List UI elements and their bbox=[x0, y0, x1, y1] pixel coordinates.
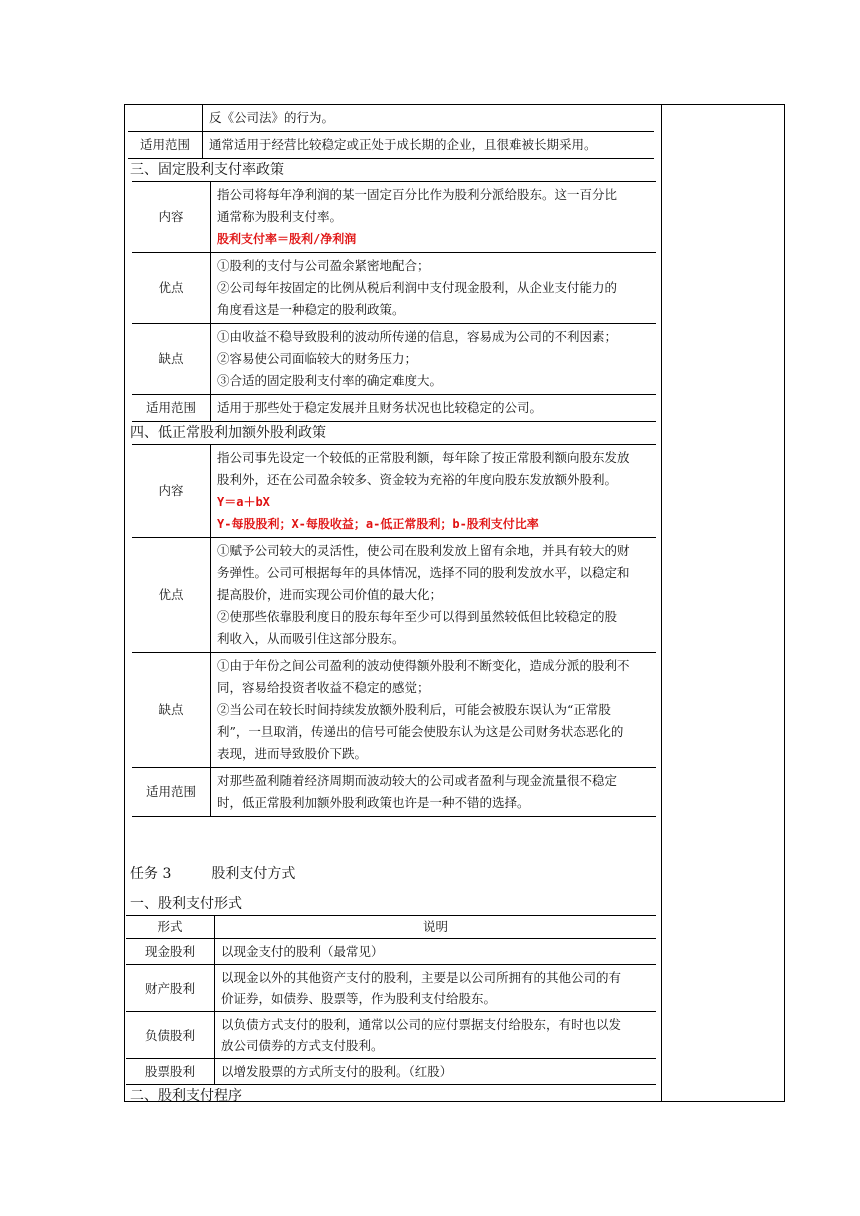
dis-line: ①由于年份之间公司盈利的波动使得额外股利不断变化，造成分派的股利不 bbox=[217, 658, 630, 673]
form-cell: 股票股利 bbox=[126, 1059, 215, 1085]
row-label: 适用范围 bbox=[128, 132, 203, 159]
desc-cell bbox=[215, 965, 657, 1012]
task-number: 任务 3 bbox=[130, 866, 172, 882]
form-cell: 负债股利 bbox=[126, 1012, 215, 1059]
desc-cell bbox=[215, 1012, 657, 1059]
desc-line: 以负债方式支付的股利，通常以公司的应付票据支付给股东，有时也以发 bbox=[221, 1017, 622, 1032]
table-row bbox=[132, 653, 656, 768]
table-row bbox=[128, 105, 654, 132]
dis-label: 缺点 bbox=[132, 653, 211, 768]
adv-label: 优点 bbox=[132, 253, 211, 324]
adv-line: 角度看这是一种稳定的股利政策。 bbox=[217, 302, 405, 317]
row-label bbox=[128, 105, 203, 132]
table-row bbox=[126, 939, 656, 965]
table-row bbox=[132, 324, 656, 395]
adv-cell bbox=[211, 538, 657, 653]
task-heading bbox=[126, 863, 656, 885]
scope-text: 适用于那些处于稳定发展并且财务状况也比较稳定的公司。 bbox=[211, 395, 657, 422]
adv-line: ①赋予公司较大的灵活性，使公司在股利发放上留有余地，并具有较大的财 bbox=[217, 543, 630, 558]
dis-line: ②当公司在较长时间持续发放额外股利后，可能会被股东误认为“正常股 bbox=[217, 702, 611, 717]
table-row bbox=[132, 445, 656, 538]
scope-cell bbox=[211, 768, 657, 817]
table-row bbox=[132, 768, 656, 817]
adv-line: ①股利的支付与公司盈余紧密地配合； bbox=[217, 258, 430, 273]
dis-label: 缺点 bbox=[132, 324, 211, 395]
subheading-forms: 一、股利支付形式 bbox=[130, 896, 242, 912]
top-table bbox=[128, 104, 654, 159]
adv-line: 利收入，从而吸引住这部分股东。 bbox=[217, 631, 405, 646]
table-row bbox=[132, 395, 656, 422]
subheading-procedure: 二、股利支付程序 bbox=[130, 1088, 242, 1104]
scope-label: 适用范围 bbox=[132, 768, 211, 817]
col-header-desc: 说明 bbox=[215, 916, 657, 939]
section-4-table bbox=[132, 444, 656, 817]
adv-line: ②公司每年按固定的比例从税后利润中支付现金股利，从企业支付能力的 bbox=[217, 280, 618, 295]
table-row bbox=[126, 965, 656, 1012]
scope-label: 适用范围 bbox=[132, 395, 211, 422]
desc-line: 以现金支付的股利（最常见） bbox=[221, 944, 384, 959]
dis-cell bbox=[211, 653, 657, 768]
content-line: 股利外，还在公司盈余较多、资金较为充裕的年度向股东发放额外股利。 bbox=[217, 472, 618, 487]
table-row bbox=[126, 1059, 656, 1085]
desc-line: 放公司债券的方式支付股利。 bbox=[221, 1038, 384, 1053]
form-cell: 财产股利 bbox=[126, 965, 215, 1012]
adv-cell bbox=[211, 253, 657, 324]
content-cell bbox=[211, 445, 657, 538]
dis-line: 利”，一旦取消，传递出的信号可能会使股东认为这是公司财务状态恶化的 bbox=[217, 724, 624, 739]
column-divider bbox=[661, 104, 662, 1102]
form-cell: 现金股利 bbox=[126, 939, 215, 965]
table-row bbox=[132, 253, 656, 324]
content-line: 指公司事先设定一个较低的正常股利额，每年除了按正常股利额向股东发放 bbox=[217, 450, 630, 465]
adv-line: ②使那些依靠股利度日的股东每年至少可以得到虽然较低但比较稳定的股 bbox=[217, 609, 618, 624]
table-row bbox=[126, 1012, 656, 1059]
desc-line: 以增发股票的方式所支付的股利。（红股） bbox=[221, 1064, 453, 1079]
content-label: 内容 bbox=[132, 182, 211, 253]
dis-line: ③合适的固定股利支付率的确定难度大。 bbox=[217, 373, 443, 388]
adv-line: 提高股价，进而实现公司价值的最大化； bbox=[217, 587, 443, 602]
desc-line: 以现金以外的其他资产支付的股利，主要是以公司所拥有的其他公司的有 bbox=[221, 970, 622, 985]
section-3-table bbox=[132, 181, 656, 422]
col-header-form: 形式 bbox=[126, 916, 215, 939]
dis-line: ①由收益不稳导致股利的波动所传递的信息，容易成为公司的不利因素； bbox=[217, 329, 618, 344]
desc-cell bbox=[215, 1059, 657, 1085]
dis-cell bbox=[211, 324, 657, 395]
table-row bbox=[128, 132, 654, 159]
table-header-row bbox=[126, 916, 656, 939]
adv-label: 优点 bbox=[132, 538, 211, 653]
row-text: 通常适用于经营比较稳定或正处于成长期的企业，且很难被长期采用。 bbox=[203, 132, 655, 159]
content-cell bbox=[211, 182, 657, 253]
desc-cell bbox=[215, 939, 657, 965]
section-4-title: 四、低正常股利加额外股利政策 bbox=[130, 425, 326, 441]
table-row bbox=[132, 538, 656, 653]
main-column bbox=[126, 104, 656, 1107]
dis-line: 表现，进而导致股价下跌。 bbox=[217, 746, 368, 761]
desc-line: 价证券，如债券、股票等，作为股利支付给股东。 bbox=[221, 991, 497, 1006]
content-label: 内容 bbox=[132, 445, 211, 538]
formula: Y＝a＋bX bbox=[217, 495, 270, 509]
scope-line: 时，低正常股利加额外股利政策也许是一种不错的选择。 bbox=[217, 795, 530, 810]
forms-table bbox=[126, 915, 656, 1085]
task-title: 股利支付方式 bbox=[211, 866, 296, 882]
dis-line: ②容易使公司面临较大的财务压力； bbox=[217, 351, 418, 366]
dis-line: 同，容易给投资者收益不稳定的感觉； bbox=[217, 680, 430, 695]
section-3-title: 三、固定股利支付率政策 bbox=[130, 162, 284, 178]
content-line: 指公司将每年净利润的某一固定百分比作为股利分派给股东。这一百分比 bbox=[217, 187, 618, 202]
scope-line: 对那些盈利随着经济周期而波动较大的公司或者盈利与现金流量很不稳定 bbox=[217, 773, 618, 788]
adv-line: 务弹性。公司可根据每年的具体情况，选择不同的股利发放水平，以稳定和 bbox=[217, 565, 630, 580]
row-text: 反《公司法》的行为。 bbox=[203, 105, 655, 132]
formula-legend: Y-每股股利；X-每股收益；a-低正常股利；b-股利支付比率 bbox=[217, 517, 539, 531]
formula: 股利支付率＝股利/净利润 bbox=[217, 232, 357, 246]
table-row bbox=[132, 182, 656, 253]
content-line: 通常称为股利支付率。 bbox=[217, 209, 343, 224]
